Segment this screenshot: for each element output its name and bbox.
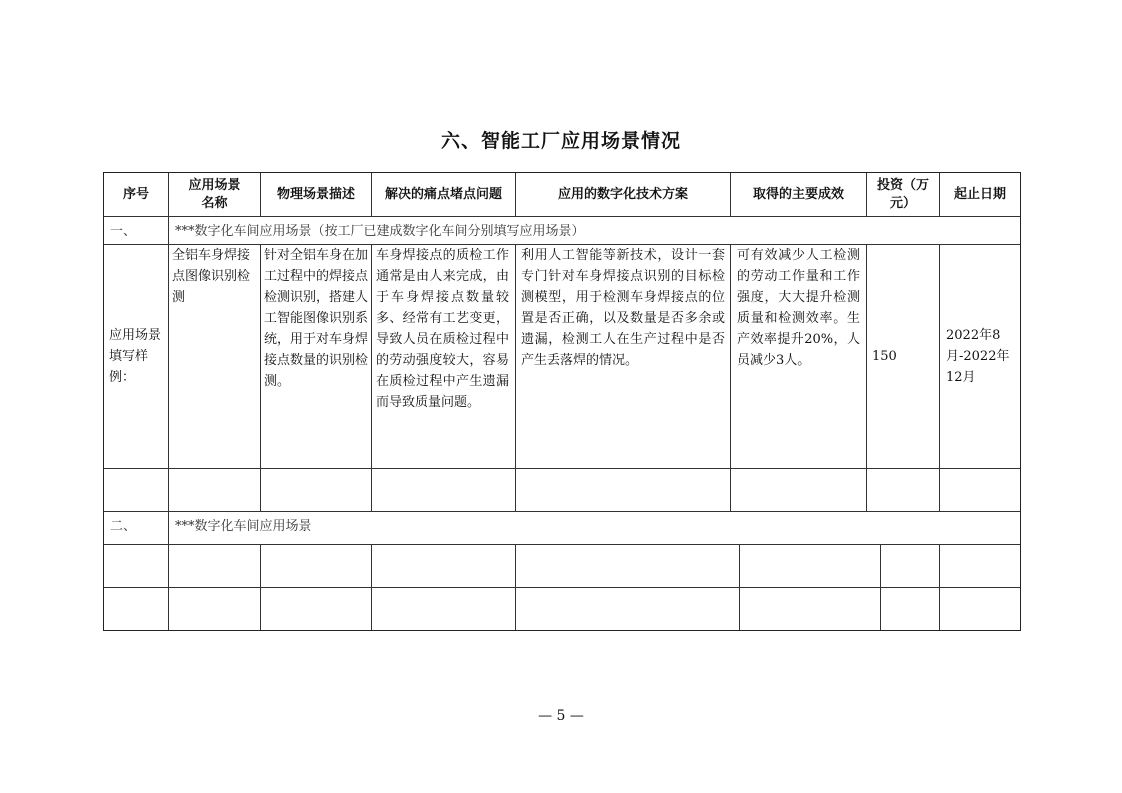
empty-cell <box>867 469 940 512</box>
empty-cell <box>731 469 867 512</box>
empty-cell <box>940 545 1020 588</box>
header-physical: 物理场景描述 <box>261 173 372 217</box>
example-name: 全铝车身焊接点图像识别检测 <box>169 245 261 469</box>
empty-cell <box>881 588 940 630</box>
empty-cell <box>261 469 372 512</box>
example-physical: 针对全铝车身在加工过程中的焊接点检测识别，搭建人工智能图像识别系统，用于对车身焊接点数量的识别检测。 <box>261 245 372 469</box>
empty-cell <box>740 545 881 588</box>
empty-cell <box>169 545 261 588</box>
empty-cell <box>104 469 169 512</box>
header-tech: 应用的数字化技术方案 <box>516 173 731 217</box>
empty-cell <box>372 588 516 630</box>
empty-cell <box>881 545 940 588</box>
empty-cell <box>261 545 372 588</box>
example-date: 2022年8月-2022年12月 <box>940 245 1020 469</box>
section1-index: 一、 <box>104 217 169 245</box>
example-index: 应用场景填写样例： <box>104 245 169 469</box>
empty-cell <box>104 545 169 588</box>
empty-cell <box>516 545 740 588</box>
example-pain: 车身焊接点的质检工作通常是由人来完成，由于车身焊接点数量较多、经常有工艺变更，导致人员在质检过程中的劳动强度较大，容易在质检过程中产生遗漏而导致质量问题。 <box>372 245 516 469</box>
page-number: — 5 — <box>538 708 584 724</box>
page-title: 六、智能工厂应用场景情况 <box>440 130 681 152</box>
empty-cell <box>261 588 372 630</box>
empty-cell <box>372 545 516 588</box>
example-tech: 利用人工智能等新技术，设计一套专门针对车身焊接点识别的目标检测模型，用于检测车身焊接点的位置是否正确，以及数量是否多余或遗漏，检测工人在生产过程中是否产生丢落焊的情况。 <box>516 245 731 469</box>
header-index: 序号 <box>104 173 169 217</box>
example-invest: 150 <box>867 245 940 469</box>
empty-cell <box>169 469 261 512</box>
empty-cell <box>940 469 1020 512</box>
header-date: 起止日期 <box>940 173 1020 217</box>
empty-cell <box>169 588 261 630</box>
empty-cell <box>940 588 1020 630</box>
empty-cell <box>372 469 516 512</box>
empty-cell <box>104 588 169 630</box>
header-invest: 投资（万元） <box>867 173 940 217</box>
empty-cell <box>516 588 740 630</box>
header-name: 应用场景名称 <box>169 173 261 217</box>
empty-cell <box>740 588 881 630</box>
section2-label: ***数字化车间应用场景 <box>169 512 1020 545</box>
header-pain: 解决的痛点堵点问题 <box>372 173 516 217</box>
empty-cell <box>516 469 731 512</box>
application-scenario-table <box>103 172 1021 631</box>
header-result: 取得的主要成效 <box>731 173 867 217</box>
section2-index: 二、 <box>104 512 169 545</box>
example-result: 可有效减少人工检测的劳动工作量和工作强度，大大提升检测质量和检测效率。生产效率提升20%，人员减少3人。 <box>731 245 867 469</box>
section1-label: ***数字化车间应用场景（按工厂已建成数字化车间分别填写应用场景） <box>169 217 1020 245</box>
